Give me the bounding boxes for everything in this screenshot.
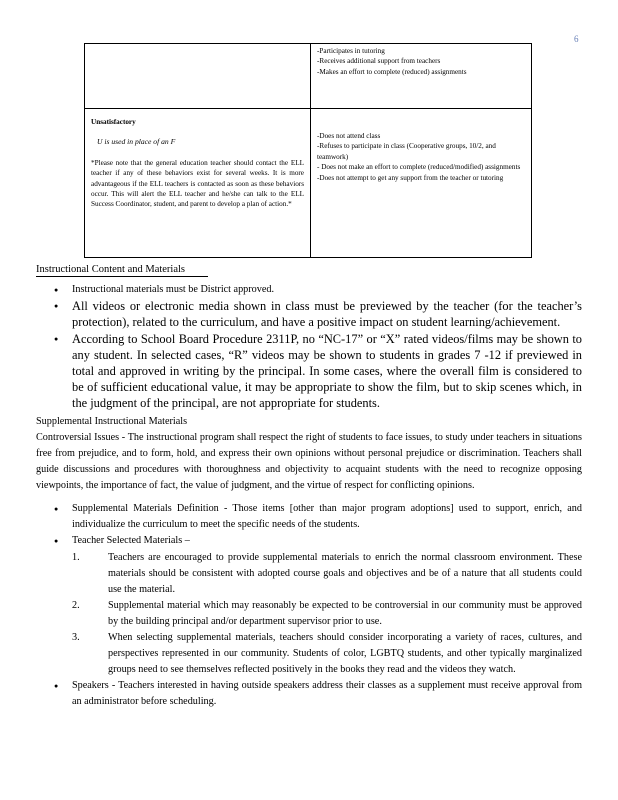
table-cell-behaviors (311, 44, 532, 109)
numbered-item (72, 550, 582, 598)
item-text: Supplemental material which may reasonably be expected to be controversial in our community must be approved by the building principal and/or department supervisor prior to use. (108, 599, 582, 627)
teacher-materials-list (72, 550, 582, 678)
supplemental-heading: Supplemental Instructional Materials (36, 416, 188, 427)
list-item: ● Teacher Selected Materials – (36, 533, 582, 549)
page-number: 6 (574, 34, 579, 44)
list-item: ● Instructional materials must be District approved. (36, 282, 582, 298)
behavior-item: - Does not make an effort to complete (reduced/modified) assignments (317, 163, 521, 172)
behavior-item: -Participates in tutoring (317, 47, 385, 55)
section-heading (36, 264, 208, 277)
section-heading-underline (36, 276, 208, 277)
grade-note: *Please note that the general education teacher should contact the ELL teacher if any of these behaviors exist for several weeks. It is more advantageous if the ELL teachers is contacted as soon as these behaviors occur. This will alert the ELL teacher and he/she can talk to the ELL Success Coordinator, student, and parent to develop a plan of action.* (91, 158, 304, 209)
section-heading-text: Instructional Content and Materials (36, 264, 186, 275)
list-item: ● All videos or electronic media shown in class must be previewed by the teacher (for the teacher’s protection), related to the curriculum, and have a positive impact on student learning/achievement. (36, 298, 582, 330)
list-item: ● Supplemental Materials Definition - Those items [other than major program adoptions] used to support, enrich, and individualize the curriculum to meet the specific needs of the students. (36, 501, 582, 533)
list-item: ● According to School Board Procedure 2311P, no “NC-17” or “X” rated videos/films may be shown to any student. In selected cases, “R” videos may be shown to students in grades 7 -12 if previewed in total and approved in writing by the principal. In some cases, where the overall film is considered to be of sufficient educational value, it may be appropriate to show the film, but to skip scenes which, in the judgment of the principal, are not appropriate for students. (36, 331, 582, 412)
grade-subheading: U is used in place of an F (97, 137, 176, 147)
item-number: 2. (72, 599, 80, 611)
behavior-item: -Makes an effort to complete (reduced) assignments (317, 67, 467, 76)
controversial-issues-paragraph: Controversial Issues - The instructional program shall respect the right of students to face issues, to study under teachers in situations free from prejudice, and to form, hold, and express their own opinions without personal prejudice or discrimination. Teachers shall guide discussions and procedures with thoroughness and objectivity to acquaint students with the need to recognize opposing viewpoints, the importance of fact, the value of judgment, and the virtue of respect for conflicting opinions. (36, 432, 582, 491)
behavior-item: -Does not attend class (317, 132, 381, 140)
grading-table (84, 43, 532, 258)
numbered-item (72, 630, 582, 678)
grade-heading: Unsatisfactory (91, 118, 136, 126)
table-row (85, 109, 532, 258)
instructional-bullets (36, 282, 582, 412)
item-text: Teachers are encouraged to provide supplemental materials to enrich the normal classroom environment. These materials should be consistent with adopted course goals and objectives and be of a nature that all students could use the material. (108, 551, 582, 595)
behavior-item: -Does not attempt to get any support from the teacher or tutoring (317, 173, 504, 182)
item-text: When selecting supplemental materials, teachers should consider incorporating a variety of races, cultures, and perspectives represented in our community. Students of color, LGBTQ students, and other typically marginalized groups need to see themselves reflected positively in the books they read and the videos they watch. (108, 631, 582, 675)
table-cell-unsatisfactory (85, 109, 311, 258)
table-cell-behaviors (311, 109, 532, 258)
item-number: 3. (72, 631, 80, 643)
supplemental-section (36, 414, 582, 710)
behavior-item: -Receives additional support from teachers (317, 57, 441, 66)
item-number: 1. (72, 551, 80, 563)
behavior-item: -Refuses to participate in class (Cooperative groups, 10/2, and teamwork) (317, 142, 496, 161)
table-row (85, 44, 532, 109)
numbered-item (72, 598, 582, 630)
table-cell-empty (85, 44, 311, 109)
list-item: ● Speakers - Teachers interested in having outside speakers address their classes as a supplement must receive approval from an administrator before scheduling. (36, 678, 582, 710)
